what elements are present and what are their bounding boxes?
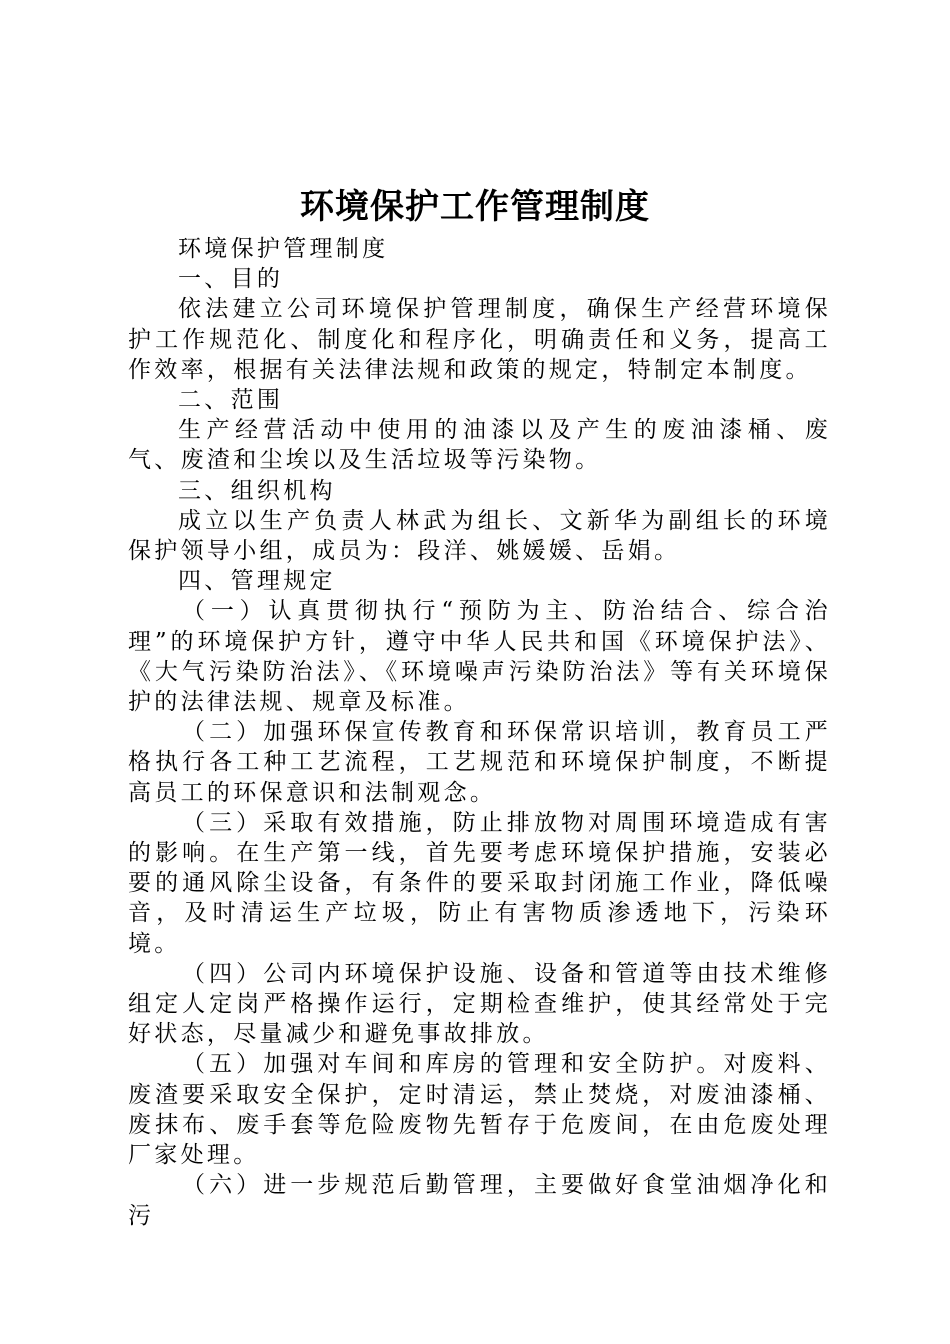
regulation-item-2: （二）加强环保宣传教育和环保常识培训，教育员工严格执行各工种工艺流程，工艺规范和环境保护制度，不断提高员工的环保意识和法制观念。	[128, 719, 831, 806]
document-body	[128, 234, 831, 1231]
regulation-item-3: （三）采取有效措施，防止排放物对周围环境造成有害的影响。在生产第一线，首先要考虑环境保护措施，安装必要的通风除尘设备，有条件的要采取封闭施工作业，降低噪音，及时清运生产垃圾，防止有害物质渗透地下，污染环境。	[128, 809, 831, 957]
regulation-item-4: （四）公司内环境保护设施、设备和管道等由技术维修组定人定岗严格操作运行，定期检查维护，使其经常处于完好状态，尽量减少和避免事故排放。	[128, 960, 831, 1048]
document-title: 环境保护工作管理制度	[300, 187, 650, 227]
paragraph-purpose: 依法建立公司环境保护管理制度，确保生产经营环境保护工作规范化、制度化和程序化，明确责任和义务，提高工作效率，根据有关法律法规和政策的规定，特制定本制度。	[128, 296, 831, 383]
regulation-item-6: （六）进一步规范后勤管理，主要做好食堂油烟净化和污	[128, 1172, 831, 1229]
regulation-item-5: （五）加强对车间和库房的管理和安全防护。对废料、废渣要采取安全保护，定时清运，禁止焚烧，对废油漆桶、废抹布、废手套等危险废物先暂存于危废间，在由危废处理厂家处理。	[128, 1051, 831, 1169]
section-heading-scope: 二、范围	[178, 387, 284, 414]
section-heading-purpose: 一、目的	[178, 266, 284, 293]
regulation-item-1: （一）认真贯彻执行“预防为主、防治结合、综合治理”的环境保护方针，遵守中华人民共和国《环境保护法》、《大气污染防治法》、《环境噪声污染防治法》等有关环境保护的法律法规、规章及标准。	[128, 598, 831, 716]
paragraph-scope: 生产经营活动中使用的油漆以及产生的废油漆桶、废气、废渣和尘埃以及生活垃圾等污染物。	[128, 417, 831, 474]
section-heading-organization: 三、组织机构	[178, 477, 336, 504]
paragraph-subtitle: 环境保护管理制度	[178, 236, 389, 262]
section-heading-regulations: 四、管理规定	[178, 568, 336, 595]
paragraph-organization: 成立以生产负责人林武为组长、文新华为副组长的环境保护领导小组，成员为：段洋、姚媛媛、岳娟。	[128, 507, 831, 565]
